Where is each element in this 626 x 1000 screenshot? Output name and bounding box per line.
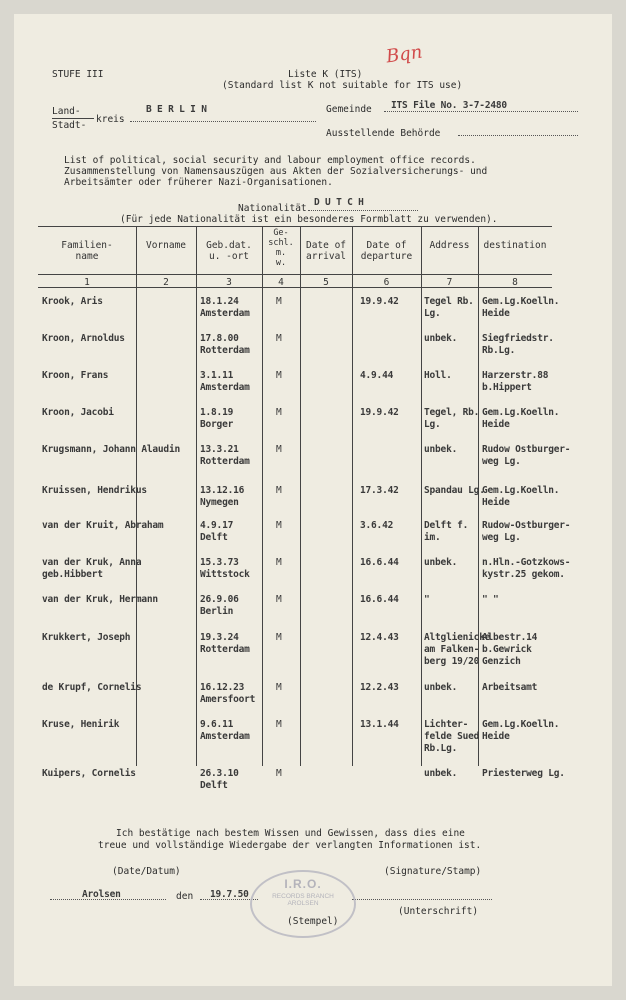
- iro-records-stamp: I.R.O. RECORDS BRANCH AROLSEN: [250, 870, 356, 938]
- confirmation-line-2: treue und vollständige Wiedergabe der verlangten Informationen ist.: [98, 840, 482, 851]
- nationality-value: D U T C H: [314, 197, 364, 208]
- stufe-label: STUFE III: [52, 69, 104, 80]
- column-divider: [300, 226, 301, 766]
- col-number: 7: [446, 277, 453, 288]
- record-birth: Rotterdam: [200, 644, 250, 655]
- record-birth: Berlin: [200, 606, 234, 617]
- record-birth: 3.1.11: [200, 370, 234, 381]
- record-destination: Gem.Lg.Koelln.: [482, 485, 560, 496]
- record-birth: Amsterdam: [200, 308, 250, 319]
- record-birth: 18.1.24: [200, 296, 239, 307]
- col-header-address: Address: [429, 240, 470, 251]
- record-name: Krook, Aris: [42, 296, 103, 307]
- signature-dotted-line: [352, 899, 492, 900]
- nationality-note: (Für jede Nationalität ist ein besonderes Formblatt zu verwenden).: [120, 214, 498, 225]
- record-birth: 17.8.00: [200, 333, 239, 344]
- record-name: van der Kruk, Hermann: [42, 594, 158, 605]
- record-address: felde Sued: [424, 731, 480, 742]
- record-destination: b.Hippert: [482, 382, 532, 393]
- record-destination: Gem.Lg.Koelln.: [482, 407, 560, 418]
- col-number: 6: [383, 277, 390, 288]
- record-address: unbek.: [424, 682, 458, 693]
- record-birth: 19.3.24: [200, 632, 239, 643]
- record-sex: M: [276, 520, 282, 531]
- record-sex: M: [276, 557, 282, 568]
- col-number: 3: [226, 277, 232, 288]
- record-name: Krukkert, Joseph: [42, 632, 131, 643]
- record-address: Delft f.: [424, 520, 469, 531]
- record-destination: weg Lg.: [482, 456, 521, 467]
- record-departure: 13.1.44: [360, 719, 399, 730]
- table-top-rule: [38, 226, 552, 227]
- record-address: unbek.: [424, 444, 458, 455]
- record-address: unbek.: [424, 333, 458, 344]
- record-address: Lichter-: [424, 719, 469, 730]
- record-destination: Harzerstr.88: [482, 370, 549, 381]
- record-destination: Heide: [482, 497, 510, 508]
- record-sex: M: [276, 296, 282, 307]
- record-birth: Rotterdam: [200, 345, 250, 356]
- signature-label: (Signature/Stamp): [384, 866, 482, 877]
- record-name: Kruissen, Hendrikus: [42, 485, 147, 496]
- record-sex: M: [276, 370, 282, 381]
- record-departure: 19.9.42: [360, 407, 399, 418]
- record-birth: Amersfoort: [200, 694, 256, 705]
- record-destination: Rb.Lg.: [482, 345, 516, 356]
- record-address: unbek.: [424, 557, 458, 568]
- record-birth: Delft: [200, 532, 228, 543]
- stadt-label: Stadt-: [52, 120, 87, 131]
- record-address: berg 19/20: [424, 656, 480, 667]
- column-divider: [196, 226, 197, 766]
- date-value: 19.7.50: [210, 889, 249, 900]
- kreis-value: B E R L I N: [146, 104, 207, 115]
- record-birth: 9.6.11: [200, 719, 234, 730]
- record-address: im.: [424, 532, 441, 543]
- record-destination: Rudow Ostburger-: [482, 444, 571, 455]
- record-birth: Amsterdam: [200, 731, 250, 742]
- intro-line-3: Arbeitsämter oder früherer Nazi-Organisationen.: [64, 177, 333, 188]
- record-sex: M: [276, 594, 282, 605]
- record-address: Lg.: [424, 419, 441, 430]
- file-number: ITS File No. 3-7-2480: [391, 100, 507, 111]
- record-name: Kruse, Henirik: [42, 719, 120, 730]
- col-header-familienname: Familien- name: [61, 240, 113, 262]
- record-destination: Priesterweg Lg.: [482, 768, 565, 779]
- record-birth: 1.8.19: [200, 407, 234, 418]
- record-name: Kroon, Arnoldus: [42, 333, 125, 344]
- record-birth: Borger: [200, 419, 234, 430]
- col-number: 1: [84, 277, 90, 288]
- column-divider: [421, 226, 422, 766]
- record-birth: Amsterdam: [200, 382, 250, 393]
- col-header-geschlecht: Ge- schl. m. w.: [268, 228, 294, 268]
- record-birth: 26.3.10: [200, 768, 239, 779]
- record-sex: M: [276, 682, 282, 693]
- record-destination: Genzich: [482, 656, 521, 667]
- record-destination: Albestr.14: [482, 632, 538, 643]
- standard-note: (Standard list K not suitable for ITS use): [222, 80, 463, 91]
- record-address: ": [424, 594, 430, 605]
- record-name: Kroon, Frans: [42, 370, 109, 381]
- record-birth: 13.3.21: [200, 444, 239, 455]
- record-name: de Krupf, Cornelis: [42, 682, 142, 693]
- record-address: Altglienicke: [424, 632, 491, 643]
- record-departure: 16.6.44: [360, 594, 399, 605]
- col-header-arrival: Date of arrival: [305, 240, 347, 262]
- record-destination: Heide: [482, 419, 510, 430]
- col-header-destination: destination: [483, 240, 547, 251]
- record-birth: Wittstock: [200, 569, 250, 580]
- col-header-vorname: Vorname: [145, 240, 187, 251]
- stempel-label: (Stempel): [287, 916, 339, 927]
- record-birth: 13.12.16: [200, 485, 245, 496]
- record-sex: M: [276, 485, 282, 496]
- record-destination: Rudow-Ostburger-: [482, 520, 571, 531]
- record-sex: M: [276, 407, 282, 418]
- col-number: 5: [323, 277, 329, 288]
- record-departure: 19.9.42: [360, 296, 399, 307]
- record-name: geb.Hibbert: [42, 569, 103, 580]
- record-sex: M: [276, 719, 282, 730]
- ausstellende-dotted-line: [458, 135, 578, 136]
- record-sex: M: [276, 333, 282, 344]
- record-name: Krugsmann, Johann Alaudin: [42, 444, 180, 455]
- nationality-label: Nationalität: [238, 203, 307, 214]
- date-label: (Date/Datum): [112, 866, 181, 877]
- col-header-geburt: Geb.dat. u. -ort: [206, 240, 252, 262]
- land-label: Land-: [52, 106, 81, 117]
- column-divider: [352, 226, 353, 766]
- confirmation-line-1: Ich bestätige nach bestem Wissen und Gewissen, dass dies eine: [116, 828, 465, 839]
- liste-title: Liste K (ITS): [288, 69, 363, 80]
- record-name: Kroon, Jacobi: [42, 407, 114, 418]
- header-rule-1: [38, 274, 552, 275]
- record-address: Tegel Rb.: [424, 296, 474, 307]
- column-divider: [478, 226, 479, 766]
- record-address: am Falken-: [424, 644, 480, 655]
- record-birth: Delft: [200, 780, 228, 791]
- record-departure: 3.6.42: [360, 520, 394, 531]
- kreis-label: kreis: [96, 114, 125, 125]
- record-address: Holl.: [424, 370, 452, 381]
- record-destination: Gem.Lg.Koelln.: [482, 719, 560, 730]
- record-departure: 4.9.44: [360, 370, 394, 381]
- record-destination: " ": [482, 594, 499, 605]
- land-underline: [52, 118, 94, 119]
- ausstellende-label: Ausstellende Behörde: [326, 128, 441, 139]
- record-destination: Siegfriedstr.: [482, 333, 554, 344]
- handwritten-annotation: Bqn: [384, 41, 424, 68]
- col-number: 2: [163, 277, 169, 288]
- record-birth: 26.9.06: [200, 594, 239, 605]
- record-destination: b.Gewrick: [482, 644, 532, 655]
- unterschrift-label: (Unterschrift): [398, 906, 479, 917]
- record-sex: M: [276, 444, 282, 455]
- record-address: Tegel, Rb.: [424, 407, 480, 418]
- record-address: Lg.: [424, 308, 441, 319]
- record-destination: kystr.25 gekom.: [482, 569, 565, 580]
- record-address: Spandau Lg.: [424, 485, 485, 496]
- col-number: 8: [512, 277, 518, 288]
- record-birth: 16.12.23: [200, 682, 245, 693]
- intro-line-1: List of political, social security and labour employment office records.: [64, 155, 476, 166]
- column-divider: [262, 226, 263, 766]
- record-birth: Nymegen: [200, 497, 239, 508]
- record-destination: Heide: [482, 308, 510, 319]
- record-departure: 12.2.43: [360, 682, 399, 693]
- record-name: van der Kruk, Anna: [42, 557, 142, 568]
- record-destination: weg Lg.: [482, 532, 521, 543]
- record-address: Rb.Lg.: [424, 743, 458, 754]
- intro-line-2: Zusammenstellung von Namensauszügen aus Akten der Sozialversicherungs- und: [64, 166, 488, 177]
- place-value: Arolsen: [82, 889, 121, 900]
- record-destination: Arbeitsamt: [482, 682, 538, 693]
- record-birth: 15.3.73: [200, 557, 239, 568]
- record-address: unbek.: [424, 768, 458, 779]
- nationality-dotted-line: [308, 210, 418, 211]
- kreis-dotted-line: [130, 121, 316, 122]
- record-birth: Rotterdam: [200, 456, 250, 467]
- record-departure: 12.4.43: [360, 632, 399, 643]
- record-birth: 4.9.17: [200, 520, 234, 531]
- gemeinde-label: Gemeinde: [326, 104, 372, 115]
- record-name: van der Kruit, Abraham: [42, 520, 164, 531]
- record-name: Kuipers, Cornelis: [42, 768, 136, 779]
- record-departure: 16.6.44: [360, 557, 399, 568]
- record-sex: M: [276, 768, 282, 779]
- record-departure: 17.3.42: [360, 485, 399, 496]
- record-destination: n.Hln.-Gotzkows-: [482, 557, 571, 568]
- gemeinde-dotted-line: [384, 111, 578, 112]
- col-number: 4: [278, 277, 284, 288]
- col-header-departure: Date of departure: [360, 240, 413, 262]
- record-destination: Gem.Lg.Koelln.: [482, 296, 560, 307]
- record-sex: M: [276, 632, 282, 643]
- record-destination: Heide: [482, 731, 510, 742]
- den-label: den: [176, 891, 194, 902]
